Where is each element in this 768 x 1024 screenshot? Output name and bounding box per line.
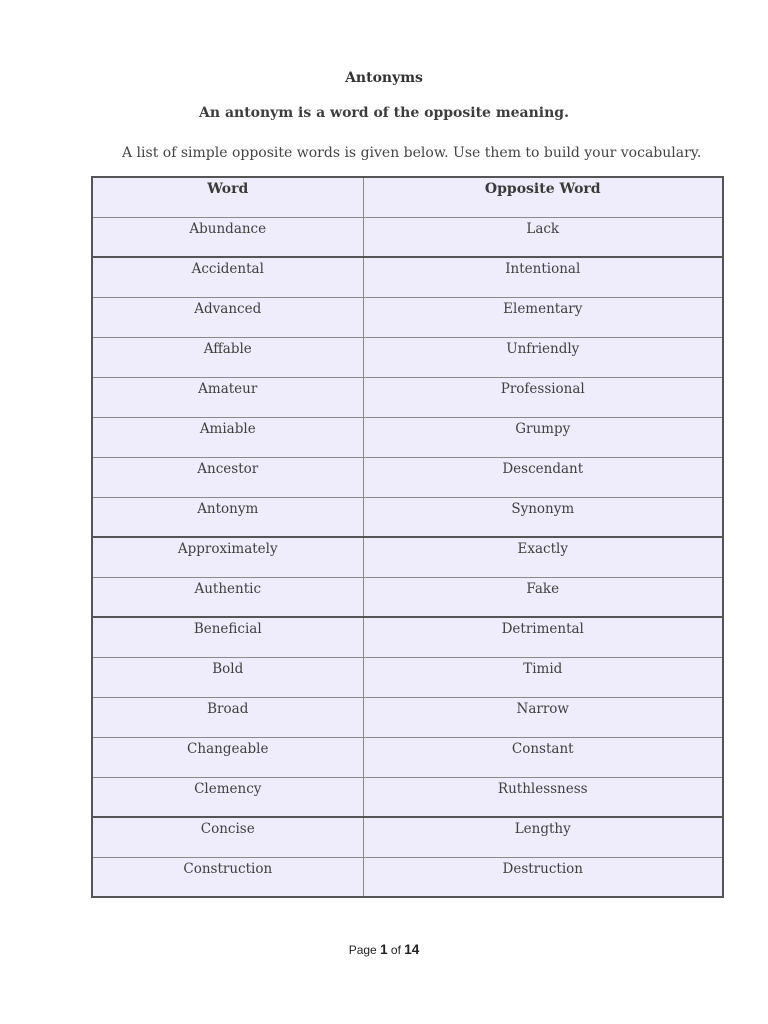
current-page-number: 1 [380,942,388,957]
word-cell: Amiable [92,417,363,457]
opposite-cell: Lengthy [363,817,723,857]
table-row [92,737,723,777]
intro-paragraph: A list of simple opposite words is given below. Use them to build your vocabulary. [122,145,702,161]
word-cell: Antonym [92,497,363,537]
table-row [92,337,723,377]
table-row [92,377,723,417]
table-row [92,537,723,577]
table-row [92,257,723,297]
opposite-cell: Intentional [363,257,723,297]
document-subtitle: An antonym is a word of the opposite meaning. [199,105,569,121]
opposite-cell: Elementary [363,297,723,337]
table-row [92,657,723,697]
opposite-cell: Exactly [363,537,723,577]
page-label: Page [348,943,377,957]
word-cell: Advanced [92,297,363,337]
opposite-cell: Unfriendly [363,337,723,377]
word-cell: Concise [92,817,363,857]
table-row [92,617,723,657]
opposite-cell: Timid [363,657,723,697]
word-cell: Accidental [92,257,363,297]
opposite-cell: Destruction [363,857,723,897]
opposite-cell: Synonym [363,497,723,537]
word-cell: Amateur [92,377,363,417]
header-word: Word [92,177,363,217]
antonyms-table [91,176,724,898]
word-cell: Affable [92,337,363,377]
word-cell: Changeable [92,737,363,777]
opposite-cell: Lack [363,217,723,257]
word-cell: Bold [92,657,363,697]
table-row [92,697,723,737]
table-row [92,457,723,497]
word-cell: Construction [92,857,363,897]
table-row [92,297,723,337]
table-row [92,417,723,457]
header-opposite-word: Opposite Word [363,177,723,217]
opposite-cell: Detrimental [363,617,723,657]
word-cell: Clemency [92,777,363,817]
opposite-cell: Constant [363,737,723,777]
word-cell: Broad [92,697,363,737]
of-label: of [390,943,401,957]
opposite-cell: Ruthlessness [363,777,723,817]
opposite-cell: Narrow [363,697,723,737]
table-row [92,497,723,537]
word-cell: Beneficial [92,617,363,657]
total-pages-number: 14 [404,942,420,957]
document-title: Antonyms [345,70,423,86]
table-row [92,777,723,817]
table-row [92,217,723,257]
word-cell: Approximately [92,537,363,577]
opposite-cell: Descendant [363,457,723,497]
word-cell: Authentic [92,577,363,617]
opposite-cell: Fake [363,577,723,617]
table-row [92,857,723,897]
word-cell: Abundance [92,217,363,257]
opposite-cell: Professional [363,377,723,417]
table-row [92,817,723,857]
table-header-row [92,177,723,217]
word-cell: Ancestor [92,457,363,497]
page-footer [0,942,768,957]
table-row [92,577,723,617]
opposite-cell: Grumpy [363,417,723,457]
